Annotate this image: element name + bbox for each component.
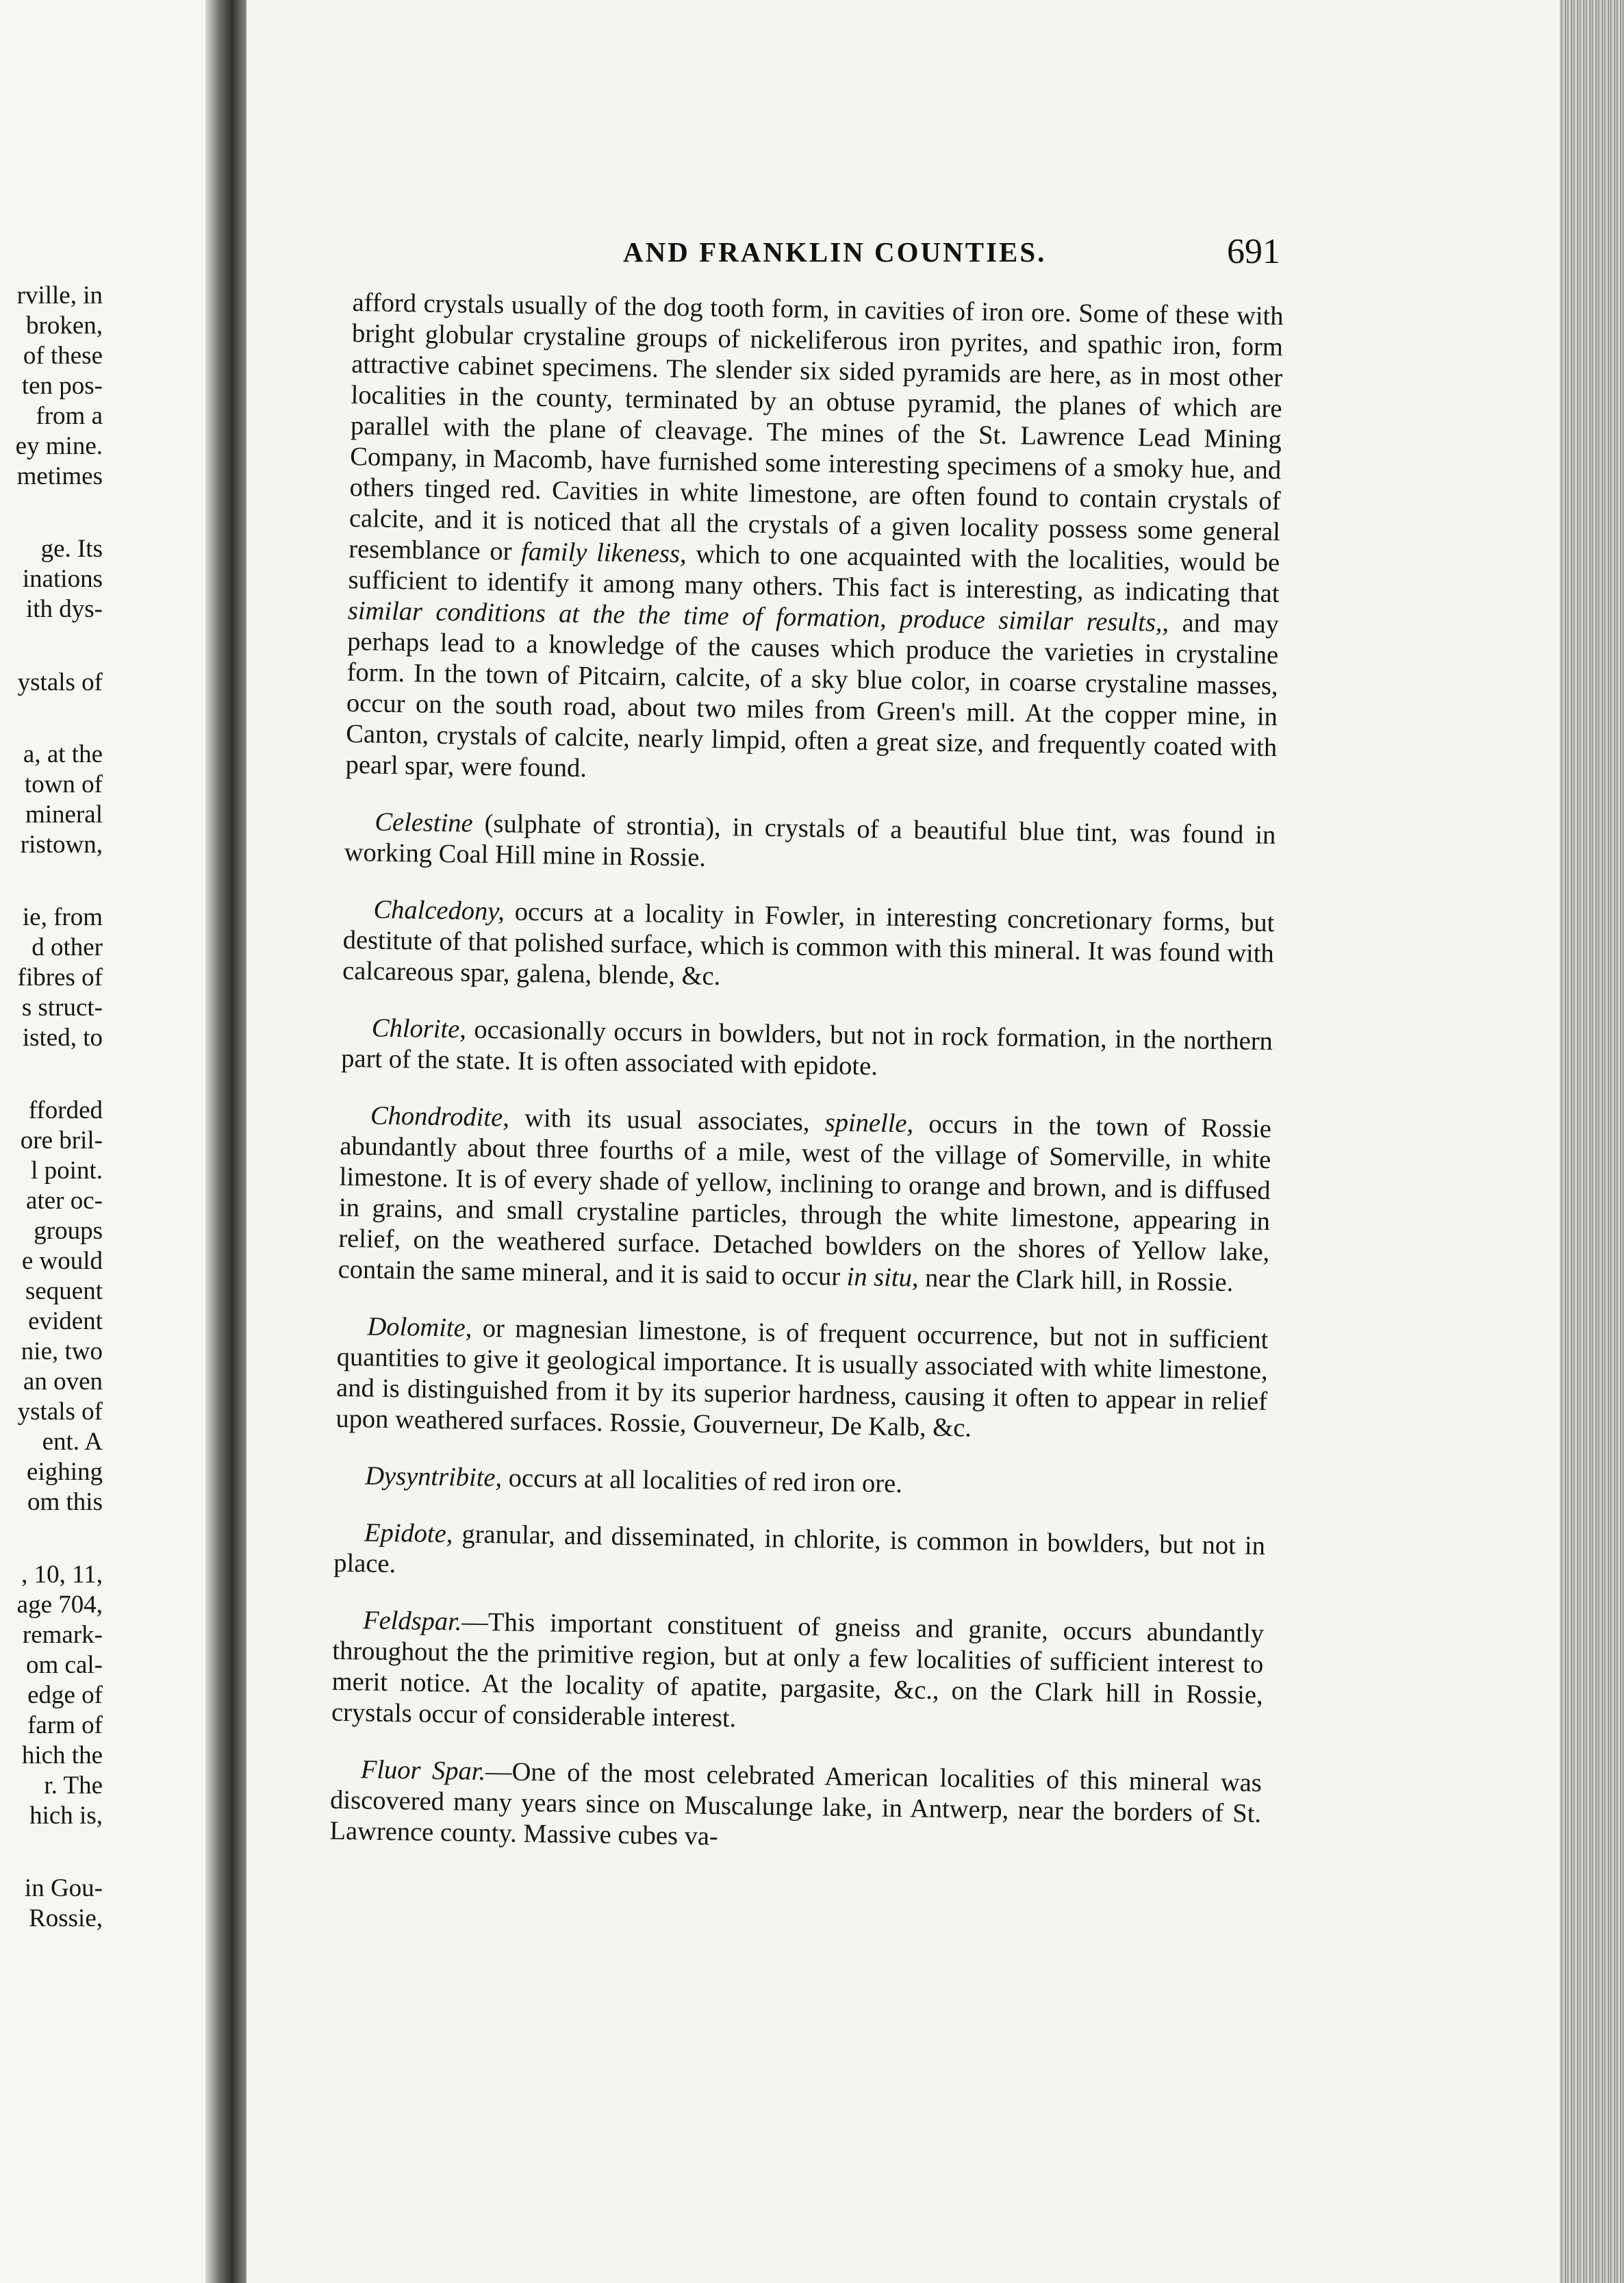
left-page-line: rville, in — [16, 281, 103, 310]
entry-feldspar: Feldspar.—This important constituent of gneiss and granite, occurs abundantly throughout the the primitive region, but at only a few localities of sufficient interest to merit notice. At the locality of apatite, pargasite, &c., on the Clark hill in Rossie, crystals occur of considerable interest. — [331, 1606, 1265, 1733]
left-page-line: ater oc- — [26, 1187, 103, 1215]
left-page-line: hich the — [21, 1741, 103, 1769]
left-page-line: d other — [31, 933, 103, 961]
left-page-line: ent. A — [42, 1428, 103, 1456]
entry-chalcedony: Chalcedony, occurs at a locality in Fowler, in interesting concretionary forms, but destitute of that polished surface, which is common with this mineral. It was found with calcareous spar, galena, blende, &c. — [342, 895, 1275, 992]
term-chalcedony: Chalcedony, — [373, 895, 505, 926]
left-page-line: ey mine. — [15, 432, 103, 460]
entry-fluor-spar: Fluor Spar.—One of the most celebrated American localities of this mineral was discovered many years since on Muscalunge lake, in Antwerp, near the borders of St. Lawrence county. Massive cubes va- — [329, 1755, 1263, 1852]
term-epidote: Epidote, — [364, 1518, 453, 1549]
left-page-line: metimes — [16, 462, 103, 490]
left-page-line: hich is, — [29, 1802, 103, 1830]
left-page-line: groups — [34, 1217, 103, 1245]
left-page-line: broken, — [26, 312, 103, 340]
left-page-line: mineral — [25, 800, 103, 829]
left-page-line: om cal- — [26, 1651, 103, 1679]
left-page-line: fforded — [28, 1096, 103, 1124]
entry-chlorite: Chlorite, occasionally occurs in bowlders, but not in rock formation, in the northern part of the state. It is often associated with epidote. — [340, 1013, 1273, 1081]
left-page-line: in Gou- — [24, 1874, 103, 1902]
left-page-line: ystals of — [17, 668, 103, 696]
term-celestine: Celestine — [375, 807, 474, 838]
paragraph-continuation: afford crystals usually of the dog tooth form, in cavities of iron ore. Some of these with bright globular crystaline groups of nickeliferous iron pyrites, and spathic iron, form attractive cabinet specimens. The slender six sided pyramids are here, as in most other localities in the county, terminated by an obtuse pyramid, the planes of which are parallel with the plane of cleavage. The mines of the St. Lawrence Lead Mining Company, in Macomb, have furnished some interesting specimens of a smoky hue, and others tinged red. Cavities in white limestone, are often found to contain crystals of calcite, and it is noticed that all the crystals of a given locality possess some general resemblance or family likeness, which to one acquainted with the localities, would be sufficient to identify it among many others. This fact is interesting, as indicating that similar conditions at the the time of formation, produce similar results,, and may perhaps lead to a knowledge of the causes which produce the varieties in crystaline form. In the town of Pitcairn, calcite, of a sky blue color, in coarse crystaline masses, occur on the south road, about two miles from Green's mill. At the copper mine, in Canton, crystals of calcite, nearly limpid, often a great size, and frequently coated with pearl spar, were found. — [345, 288, 1284, 783]
left-page-line: farm of — [27, 1711, 103, 1739]
left-page-line: town of — [24, 770, 103, 798]
page-number: 691 — [1227, 232, 1280, 271]
body-text — [329, 288, 1284, 1887]
left-page-line: nie, two — [21, 1337, 103, 1365]
left-page-line: , 10, 11, — [21, 1561, 103, 1589]
entry-dysyntribite: Dysyntribite, occurs at all localities of red iron ore. — [364, 1461, 903, 1499]
left-page-line: ith dys- — [25, 595, 103, 623]
left-page-line: om this — [27, 1488, 103, 1516]
entry-epidote: Epidote, granular, and disseminated, in chlorite, is common in bowlders, but not in place. — [333, 1518, 1266, 1579]
left-page-line: ristown, — [20, 831, 103, 859]
term-chondrodite: Chondrodite, — [370, 1101, 510, 1133]
left-page-line: edge of — [27, 1681, 103, 1709]
left-page-line: ten pos- — [21, 372, 103, 400]
left-page-line: l point. — [31, 1157, 103, 1185]
left-page-line: inations — [22, 565, 103, 593]
left-page-line: evident — [28, 1307, 103, 1335]
left-page-line: Rossie, — [29, 1904, 103, 1932]
page-edges — [1560, 0, 1624, 2283]
left-page-line: eighing — [27, 1458, 103, 1486]
left-page-line: an oven — [23, 1367, 103, 1396]
left-page-line: ore bril- — [20, 1126, 103, 1155]
left-page-line: ge. Its — [40, 535, 103, 563]
left-page-line: ie, from — [22, 903, 103, 931]
book-gutter — [205, 0, 246, 2283]
left-page-line: ystals of — [17, 1398, 103, 1426]
left-page-line: r. The — [44, 1771, 103, 1800]
left-page-line: age 704, — [16, 1591, 103, 1619]
left-page-line: a, at the — [23, 740, 103, 768]
left-page-line: sequent — [25, 1277, 103, 1305]
term-dolomite: Dolomite, — [367, 1312, 472, 1343]
running-head: AND FRANKLIN COUNTIES. — [623, 236, 1047, 268]
left-page-line: from a — [36, 402, 103, 430]
left-page-line: s struct- — [21, 994, 103, 1022]
term-fluor-spar: Fluor Spar. — [360, 1755, 486, 1787]
left-page-line: fibres of — [17, 963, 103, 992]
entry-dolomite: Dolomite, or magnesian limestone, is of frequent occurrence, but not in sufficient quantities to give it geological importance. It is usually associated with white limestone, and is distinguished from it by its superior hardness, causing it often to appear in relief upon weathered surfaces. Rossie, Gouverneur, De Kalb, &c. — [335, 1312, 1269, 1443]
entry-celestine: Celestine (sulphate of strontia), in crystals of a beautiful blue tint, was found in working Coal Hill mine in Rossie. — [344, 807, 1276, 872]
left-facing-page — [0, 0, 205, 2283]
entry-chondrodite: Chondrodite, with its usual associates, spinelle, occurs in the town of Rossie abundantly about three fourths of a mile, west of the village of Somerville, in white limestone. It is of every shade of yellow, inclining to orange and brown, and is diffused in grains, and small crystaline particles, through the white limestone, appearing in relief, on the weathered surface. Detached bowlders on the shores of Yellow lake, contain the same mineral, and it is said to occur in situ, near the Clark hill, in Rossie. — [338, 1101, 1272, 1298]
left-page-line: isted, to — [22, 1024, 103, 1052]
left-page-line: of these — [23, 342, 103, 370]
left-page-line: e would — [21, 1247, 103, 1275]
term-dysyntribite: Dysyntribite, — [364, 1461, 503, 1493]
term-feldspar: Feldspar. — [362, 1606, 462, 1637]
term-chlorite: Chlorite, — [371, 1013, 467, 1044]
left-page-line: remark- — [22, 1621, 103, 1649]
